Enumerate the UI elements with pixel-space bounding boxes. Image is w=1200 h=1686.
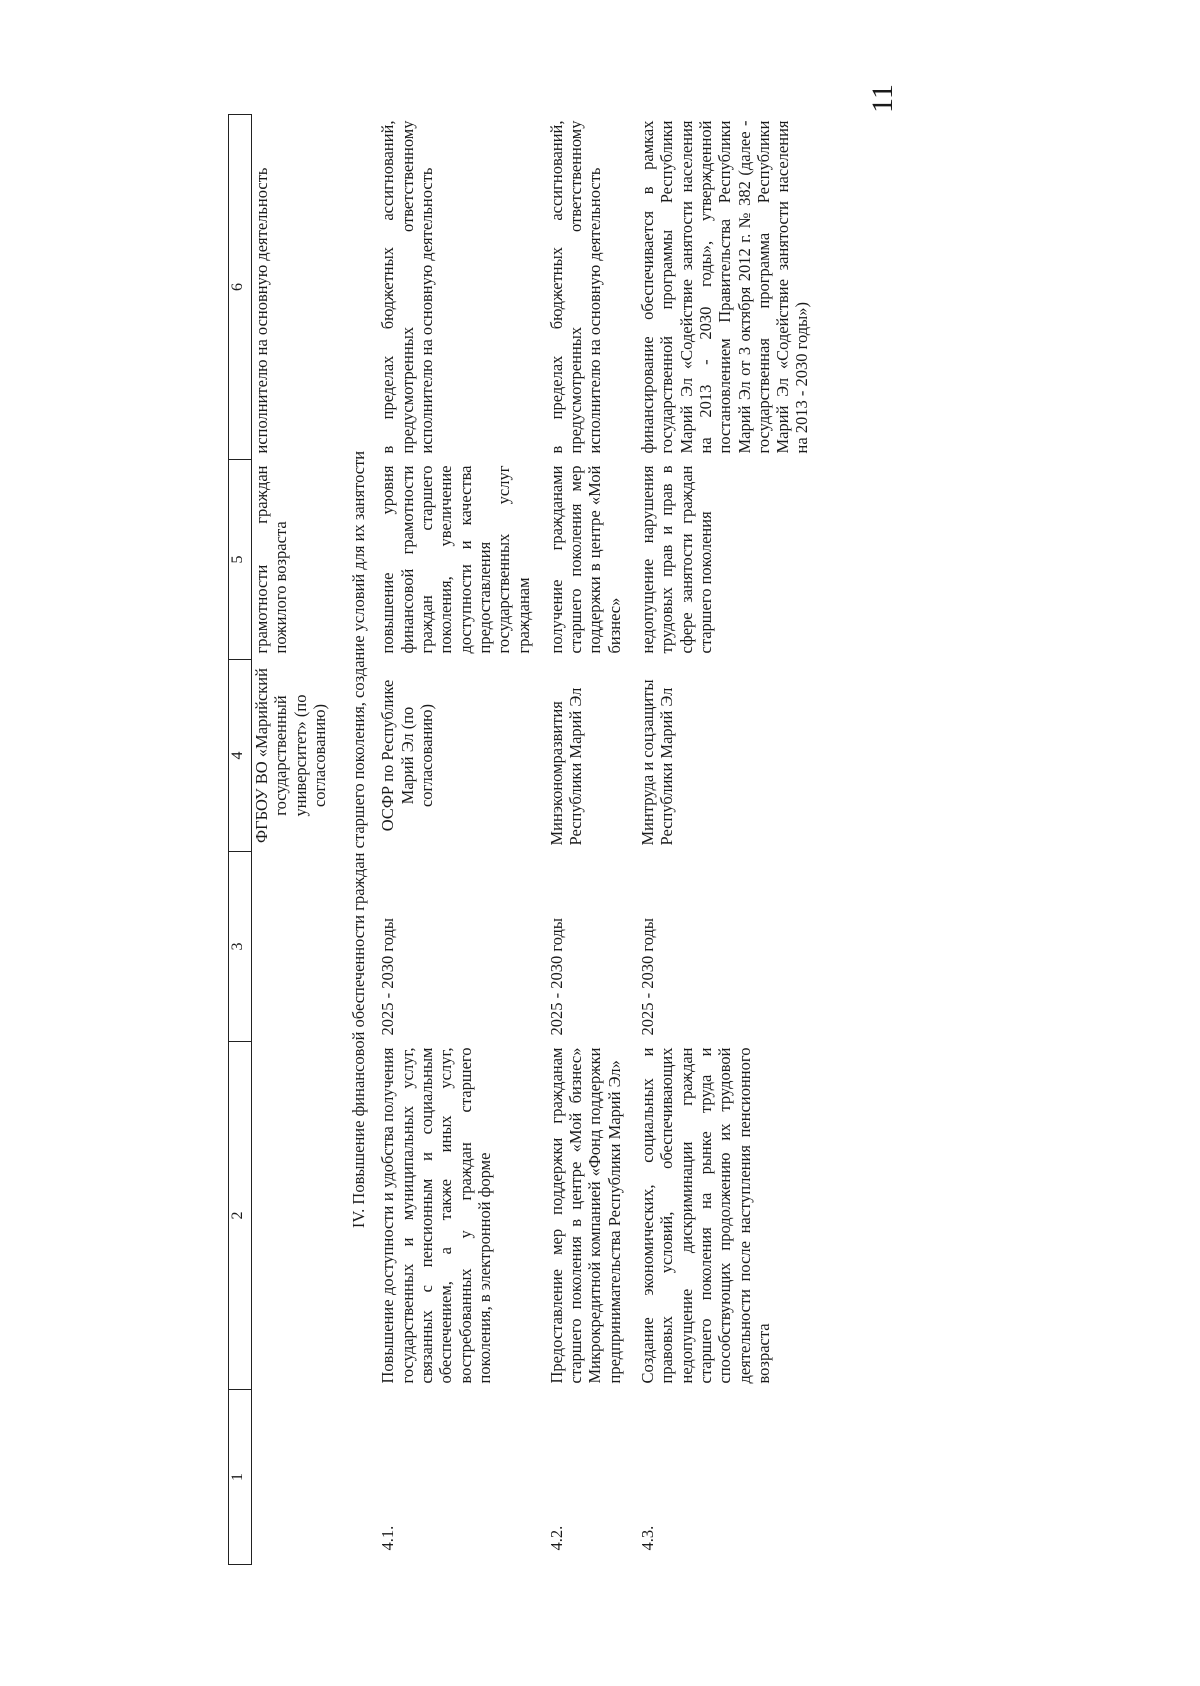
row-term: 2025 - 2030 годы <box>638 918 658 1036</box>
row-term: 2025 - 2030 годы <box>378 918 398 1036</box>
row-executor: Минэкономразвития Республики Марий Эл <box>546 687 586 846</box>
continuation-executor: ФГБОУ ВО «Марийский государственный университет» (по согласованию) <box>252 668 329 843</box>
rotated-table-frame <box>228 115 1048 1565</box>
continuation-note: исполнителю на основную деятельность <box>252 167 271 454</box>
row-result: недопущение нарушения трудовых прав и прав в сфере занятости граждан старшего поколения <box>638 465 715 654</box>
row-result: получение гражданами старшего поколения мер поддержки в центре «Мой бизнес» <box>546 465 624 654</box>
row-number: 4.1. <box>378 1525 398 1551</box>
row-name: Предоставление мер поддержки гражданам старшего поколения в центре «Мой бизнес» Микрокредитной компанией «Фонд поддержки предпринимательства Республики Марий Эл» <box>546 1047 624 1384</box>
column-number-6: 6 <box>229 115 252 460</box>
row-note: в пределах бюджетных ассигнований, предусмотренных ответственному исполнителю на основную деятельность <box>546 120 605 454</box>
row-number: 4.2. <box>546 1525 566 1551</box>
section-title: IV. Повышение финансовой обеспеченности граждан старшего поколения, создание условий для их занятости <box>349 450 369 1229</box>
page-number: 11 <box>866 84 899 113</box>
column-number-row <box>229 115 252 1565</box>
column-number-5: 5 <box>229 460 252 660</box>
section-heading-row <box>343 115 378 1565</box>
column-number-1: 1 <box>229 1390 252 1565</box>
row-term: 2025 - 2030 годы <box>546 918 566 1036</box>
row-note: финансирование обеспечивается в рамках государственной программы Республики Марий Эл «Содействие занятости населения на 2013 - 2030 годы», утвержденной постановлением Правительства Республики Марий Эл от 3 октября 2012 г. № 382 (далее - государственная программа Республики Марий Эл «Содействие занятости населения на 2013 - 2030 годы») <box>638 120 812 454</box>
row-name: Повышение доступности и удобства получения государственных и муниципальных услуг, связанных с пенсионным и социальным обеспечением, а также иных услуг, востребованных у граждан старшего поколения, в электронной форме <box>378 1047 494 1384</box>
row-executor: Минтруда и соцзащиты Республики Марий Эл <box>638 679 677 846</box>
continuation-result: грамотности граждан пожилого возраста <box>252 465 291 654</box>
table-row <box>378 115 546 1565</box>
column-number-2: 2 <box>229 1042 252 1390</box>
table-row <box>547 115 638 1565</box>
column-number-3: 3 <box>229 852 252 1042</box>
row-executor: ОСФР по Республике Марий Эл (по согласованию) <box>378 679 437 832</box>
row-note: в пределах бюджетных ассигнований, предусмотренных ответственному исполнителю на основную деятельность <box>378 120 437 454</box>
column-number-4: 4 <box>229 660 252 852</box>
continuation-row <box>252 115 344 1565</box>
row-number: 4.3. <box>638 1525 658 1551</box>
row-name: Создание экономических, социальных и правовых условий, обеспечивающих недопущение дискриминации граждан старшего поколения на рынке труда и способствующих продолжению их трудовой деятельности после наступления пенсионного возраста <box>638 1047 773 1384</box>
action-plan-table <box>228 114 826 1565</box>
row-result: повышение уровня финансовой грамотности граждан старшего поколения, увеличение доступности и качества предоставления государственных услуг гражданам <box>378 465 533 654</box>
table-row <box>638 115 826 1565</box>
